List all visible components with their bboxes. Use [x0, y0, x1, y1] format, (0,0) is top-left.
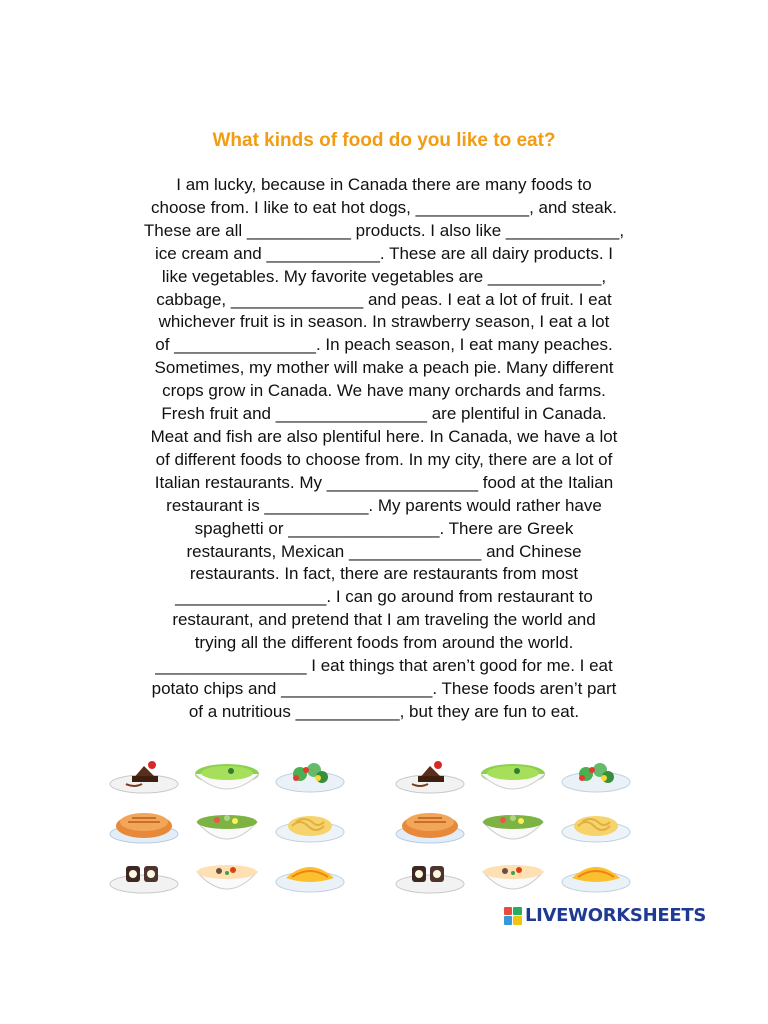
pasta-icon — [269, 800, 352, 850]
noodle-soup-icon — [185, 850, 268, 900]
green-soup-icon — [185, 750, 268, 800]
passage-line: crops grow in Canada. We have many orchards and farms. — [162, 381, 606, 401]
passage-line: ________________ I eat things that aren’t good for me. I eat — [155, 656, 613, 676]
pie-icon — [102, 800, 185, 850]
passage — [110, 174, 658, 724]
passage-line: like vegetables. My favorite vegetables are ____________, — [161, 266, 607, 286]
passage-line: whichever fruit is in season. In strawberry season, I eat a lot — [158, 312, 610, 332]
chocolate-cake-icon — [388, 750, 471, 800]
passage-line: ________________. I can go around from restaurant to — [175, 587, 593, 607]
salad-icon — [555, 750, 638, 800]
passage-line: spaghetti or ________________. There are Greek — [194, 518, 574, 538]
passage-line: restaurant is ___________. My parents would rather have — [166, 495, 602, 515]
passage-line: potato chips and ________________. These foods aren’t part — [151, 678, 617, 698]
omelette-icon — [269, 850, 352, 900]
passage-line: restaurant, and pretend that I am traveling the world and — [172, 610, 596, 630]
green-soup-icon — [471, 750, 554, 800]
noodle-soup-icon — [471, 850, 554, 900]
passage-line: Sometimes, my mother will make a peach pie. Many different — [154, 358, 614, 378]
worksheet-title: What kinds of food do you like to eat? — [212, 130, 556, 151]
passage-line: of _______________. In peach season, I eat many peaches. — [155, 335, 613, 355]
passage-line: ice cream and ____________. These are all dairy products. I — [154, 243, 614, 263]
food-images-left — [102, 750, 352, 900]
passage-line: Fresh fruit and ________________ are plentiful in Canada. — [161, 404, 607, 424]
chocolate-cake-icon — [102, 750, 185, 800]
passage-line: Italian restaurants. My ________________ food at the Italian — [154, 472, 614, 492]
passage-line: of different foods to choose from. In my city, there are a lot of — [155, 449, 613, 469]
passage-line: These are all ___________ products. I also like ____________, — [143, 220, 625, 240]
pasta-icon — [555, 800, 638, 850]
pie-icon — [388, 800, 471, 850]
passage-line: Meat and fish are also plentiful here. In Canada, we have a lot — [150, 426, 618, 446]
passage-line: trying all the different foods from around the world. — [194, 633, 574, 653]
cake-roll-icon — [102, 850, 185, 900]
food-images-right — [388, 750, 638, 900]
logo-text: LIVEWORKSHEETS — [524, 905, 706, 926]
passage-line: restaurants. In fact, there are restaurants from most — [189, 564, 579, 584]
salad-bowl-icon — [471, 800, 554, 850]
cake-roll-icon — [388, 850, 471, 900]
passage-line: cabbage, ______________ and peas. I eat a lot of fruit. I eat — [156, 289, 612, 309]
passage-line: I am lucky, because in Canada there are many foods to — [176, 175, 592, 194]
liveworksheets-logo[interactable] — [504, 905, 706, 926]
passage-line: of a nutritious ___________, but they are fun to eat. — [188, 701, 580, 721]
omelette-icon — [555, 850, 638, 900]
passage-line: choose from. I like to eat hot dogs, ____________, and steak. — [151, 197, 617, 217]
logo-mark-icon — [504, 907, 522, 925]
passage-line: restaurants, Mexican ______________ and Chinese — [186, 541, 582, 561]
salad-bowl-icon — [185, 800, 268, 850]
salad-icon — [269, 750, 352, 800]
